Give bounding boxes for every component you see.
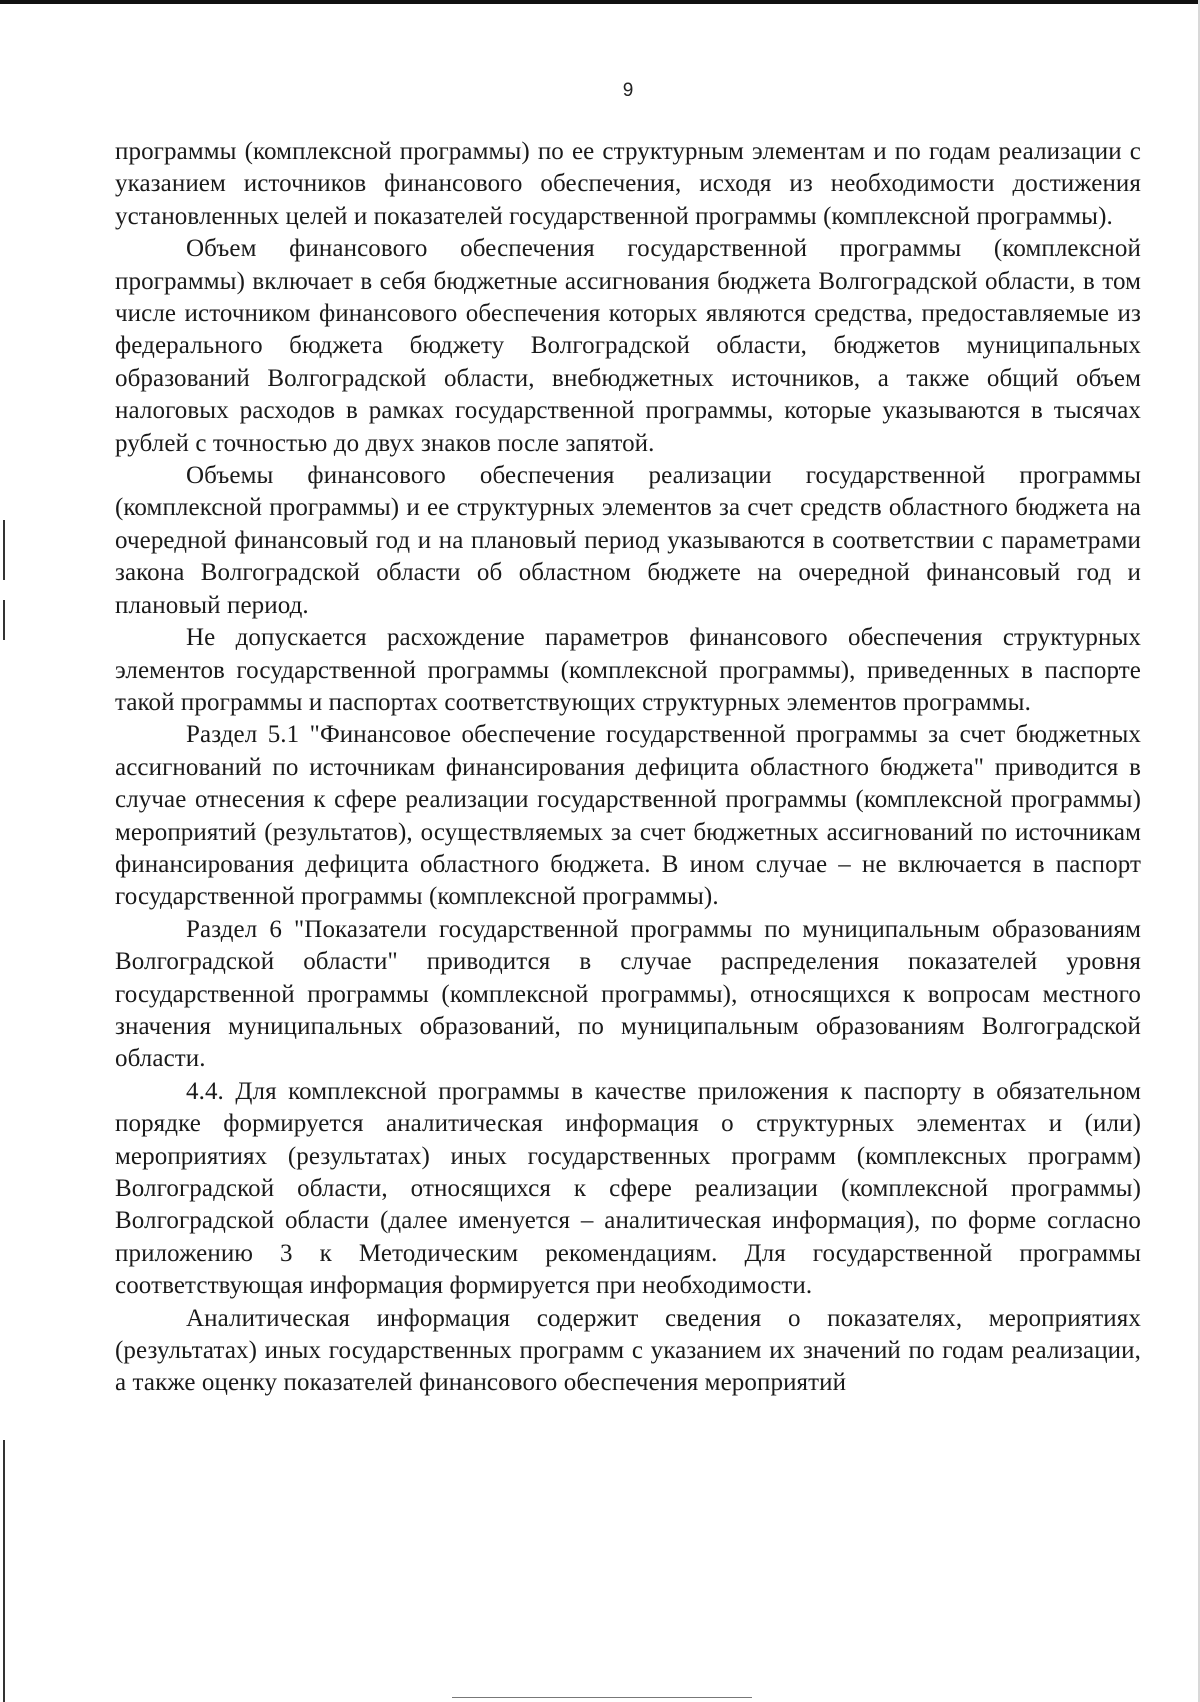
scan-left-mark [3,520,5,580]
document-body [115,136,1141,1400]
scan-bottom-line [452,1697,752,1698]
paragraph-analytical-info: Аналитическая информация содержит сведения о показателях, мероприятиях (результатах) иных государственных программ с указанием их значений по годам реализации, а также оценку показателей финансового обеспечения мероприятий [115,1304,1141,1397]
paragraph-section-6: Раздел 6 "Показатели государственной программы по муниципальным образованиям Волгоградской области" приводится в случае распределения показателей уровня государственной программы (комплексной программы), относящихся к вопросам местного значения муниципальных образований, по муниципальным образованиям Волгоградской области. [115,915,1141,1073]
scan-left-mark [3,1440,5,1702]
paragraph-no-discrepancy: Не допускается расхождение параметров финансового обеспечения структурных элементов государственной программы (комплексной программы), приведенных в паспорте такой программы и паспортах соответствующих структурных элементов программы. [115,624,1141,716]
paragraph-financing-volume: Объем финансового обеспечения государственной программы (комплексной программы) включает в себя бюджетные ассигнования бюджета Волгоградской области, в том числе источником финансового обеспечения которых являются средства, предоставляемые из федерального бюджета бюджету Волгоградской области, бюджетов муниципальных образований Волгоградской области, внебюджетных источников, а также общий объем налоговых расходов в рамках государственной программы, которые указываются в тысячах рублей с точностью до двух знаков после запятой. [115,235,1141,457]
paragraph-section-5-1: Раздел 5.1 "Финансовое обеспечение государственной программы за счет бюджетных ассигнований по источникам финансирования дефицита областного бюджета" приводится в случае отнесения к сфере реализации государственной программы (комплексной программы) мероприятий (результатов), осуществляемых за счет бюджетных ассигнований по источникам финансирования дефицита областного бюджета. В ином случае – не включается в паспорт государственной программы (комплексной программы). [115,721,1141,911]
paragraph-continuation: программы (комплексной программы) по ее структурным элементам и по годам реализации с указанием источников финансового обеспечения, исходя из необходимости достижения установленных целей и показателей государственной программы (комплексной программы). [115,138,1141,230]
scan-left-mark [3,600,5,640]
paragraph-regional-budget: Объемы финансового обеспечения реализации государственной программы (комплексной программы) и ее структурных элементов за счет средств областного бюджета на очередной финансовый год и на плановый период указываются в соответствии с параметрами закона Волгоградской области об областном бюджете на очередной финансовый год и плановый период. [115,462,1141,619]
paragraph-4-4: 4.4. Для комплексной программы в качестве приложения к паспорту в обязательном порядке формируется аналитическая информация о структурных элементах и (или) мероприятиях (результатах) иных государственных программ (комплексных программ) Волгоградской области, относящихся к сфере реализации (комплексной программы) Волгоградской области (далее именуется – аналитическая информация), по форме согласно приложению 3 к Методическим рекомендациям. Для государственной программы соответствующая информация формируется при необходимости. [115,1077,1141,1300]
page-number: 9 [622,80,634,101]
scan-top-border [0,0,1200,4]
